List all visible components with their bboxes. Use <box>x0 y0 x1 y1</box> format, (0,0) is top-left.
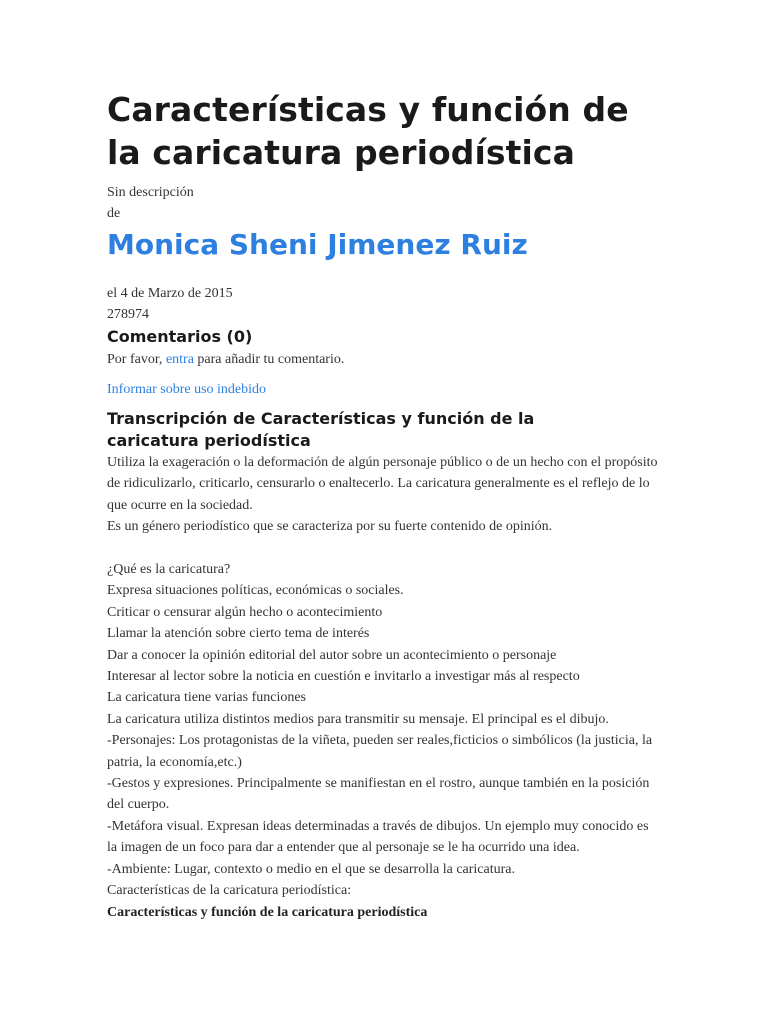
description: Sin descripción <box>107 185 194 200</box>
transcript-paragraph: Es un género periodístico que se caracteriza por su fuerte contenido de opinión. <box>107 519 553 535</box>
transcript-blank-line <box>107 538 662 559</box>
transcript-paragraph: -Metáfora visual. Expresan ideas determinadas a través de dibujos. Un ejemplo muy conocido es la imagen de un foco para dar a entender que al personaje se le ha ocurrido una idea. <box>107 818 649 856</box>
transcript-paragraph: Utiliza la exageración o la deformación de algún personaje público o de un hecho con el propósito de ridiculizarlo, criticarlo, censurarlo o enaltecerlo. La caricatura generalmente es el reflejo de lo que ocurre en la sociedad. <box>107 455 658 513</box>
transcript-paragraph: Interesar al lector sobre la noticia en cuestión e invitarlo a investigar más al respecto <box>107 669 580 685</box>
view-count: 278974 <box>107 307 149 322</box>
transcript-paragraph: ¿Qué es la caricatura? <box>107 562 231 578</box>
transcript-paragraph: La caricatura utiliza distintos medios para transmitir su mensaje. El principal es el dibujo. <box>107 711 609 727</box>
transcript-paragraph: Criticar o censurar algún hecho o acontecimiento <box>107 604 383 620</box>
transcript-heading: Transcripción de Características y función de la caricatura periodística <box>107 409 535 450</box>
comments-heading: Comentarios (0) <box>107 327 253 346</box>
transcript-paragraph: -Gestos y expresiones. Principalmente se manifiestan en el rostro, aunque también en la posición del cuerpo. <box>107 776 650 813</box>
transcript-paragraph: Llamar la atención sobre cierto tema de interés <box>107 626 370 642</box>
transcript-paragraph: -Personajes: Los protagonistas de la viñeta, pueden ser reales,ficticios o simbólicos (la justicia, la patria, la economía,etc.) <box>107 733 653 770</box>
login-link[interactable]: entra <box>165 352 194 367</box>
transcript-paragraph: Dar a conocer la opinión editorial del autor sobre un acontecimiento o personaje <box>107 647 557 663</box>
author-by-label: de <box>107 206 121 221</box>
transcript-closing-title: Características y función de la caricatura periodística <box>107 904 428 920</box>
comment-prompt <box>107 349 768 370</box>
transcript-paragraph: Características de la caricatura periodística: <box>107 883 352 899</box>
comment-prompt-before: Por favor, <box>107 352 166 367</box>
transcript-body <box>107 452 662 923</box>
report-abuse-link[interactable]: Informar sobre uso indebido <box>107 382 267 397</box>
comment-prompt-after: para añadir tu comentario. <box>193 352 345 367</box>
page-title: Características y función de la caricatura periodística <box>107 90 629 172</box>
author-link[interactable]: Monica Sheni Jimenez Ruiz <box>107 228 528 261</box>
transcript-paragraph: La caricatura tiene varias funciones <box>107 690 307 706</box>
transcript-paragraph: Expresa situaciones políticas, económicas o sociales. <box>107 583 404 599</box>
publish-date: el 4 de Marzo de 2015 <box>107 286 233 301</box>
transcript-paragraph: -Ambiente: Lugar, contexto o medio en el que se desarrolla la caricatura. <box>107 861 515 877</box>
